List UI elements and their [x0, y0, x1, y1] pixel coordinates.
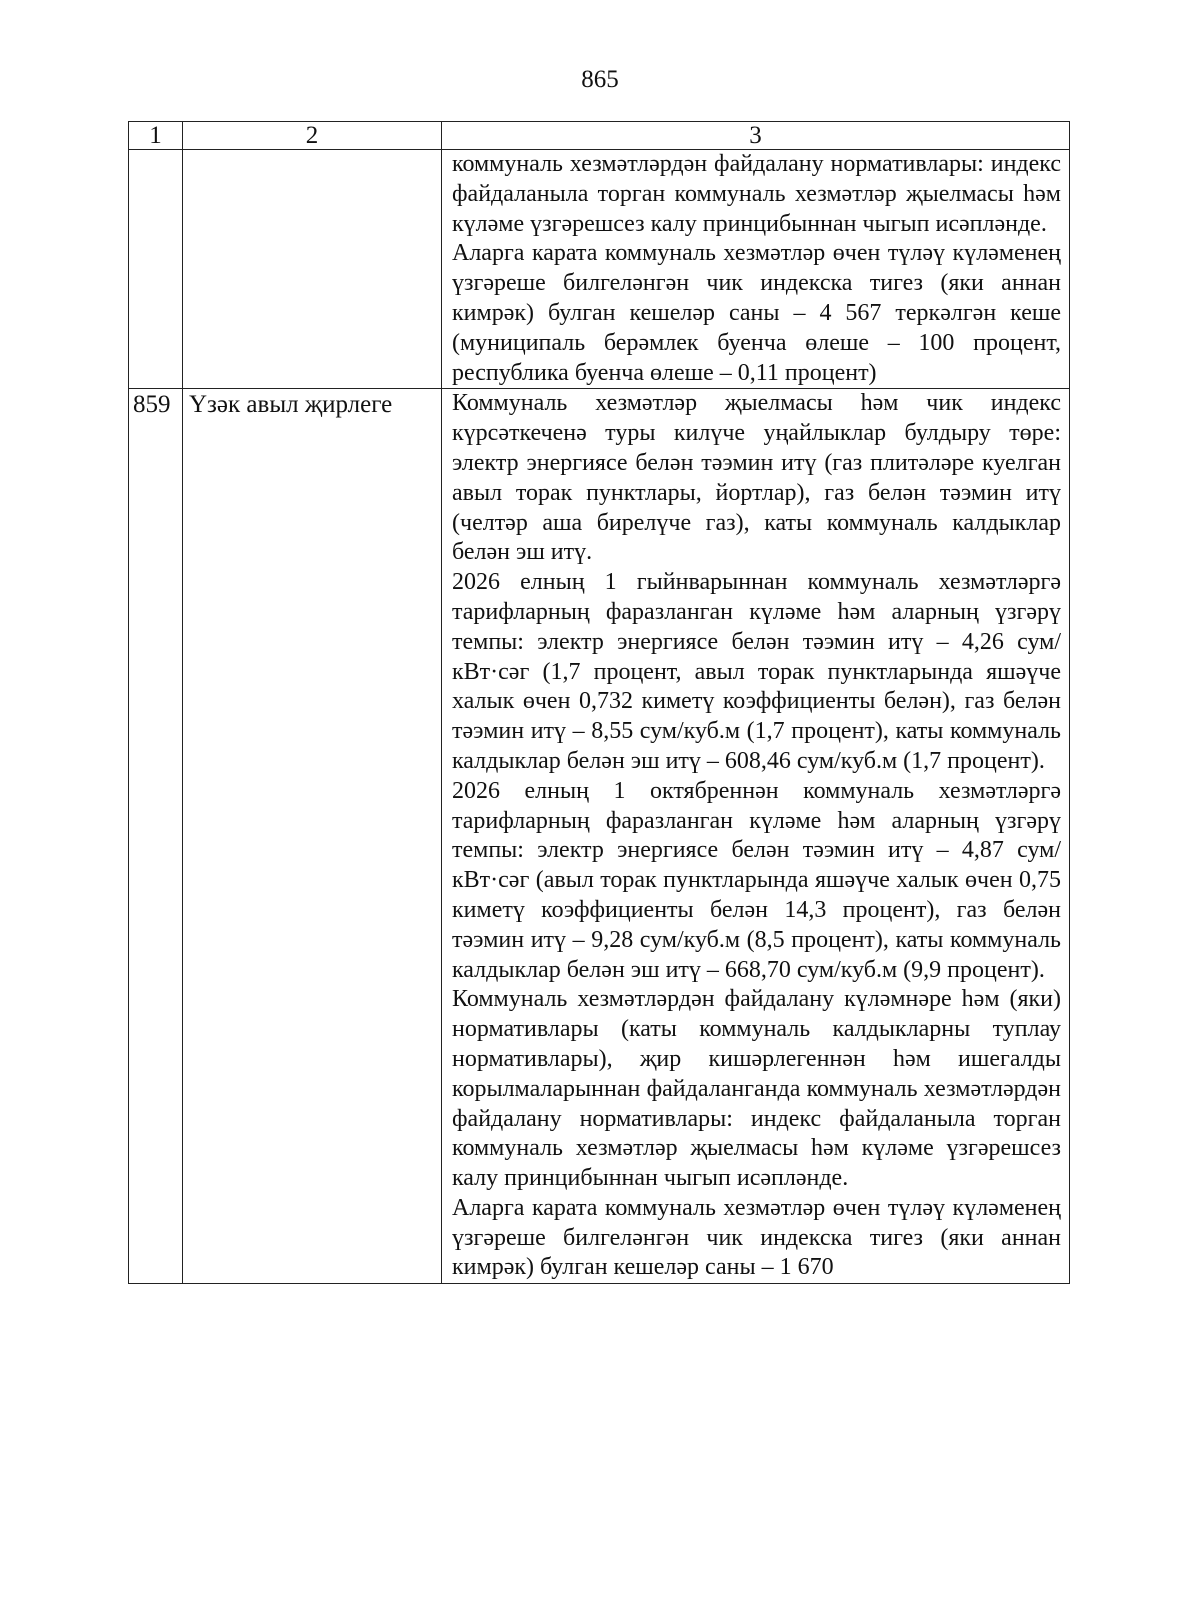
description-cell — [442, 389, 1070, 1284]
description-paragraph: 2026 елның 1 гыйнварыннан коммуналь хезмәтләргә тарифларның фаразланган күләме һәм аларның үзгәрү темпы: электр энергиясе белән тәэмин итү – 4,26 сум/кВт·сәг (1,7 процент, авыл торак пунктларында яшәүче халык өчен 0,732 киметү коэффициенты белән), газ белән тәэмин итү – 8,55 сум/куб.м (1,7 процент), каты коммуналь калдыклар белән эш итү – 608,46 сум/куб.м (1,7 процент). — [452, 569, 1061, 774]
column-header-1: 1 — [129, 122, 183, 150]
description-paragraph: Коммуналь хезмәтләрдән файдалану күләмнәре һәм (яки) нормативлары (каты коммуналь калдыкларны туплау нормативлары), җир кишәрлегеннән һәм ишегалды корылмаларыннан файдаланганда коммуналь хезмәтләрдән файдалану нормативлары: индекс файдаланыла торган коммуналь хезмәтләр җыелмасы һәм күләме үзгәрешсез калу принцибыннан чыгып исәпләнде. — [452, 986, 1061, 1192]
description-paragraph: Коммуналь хезмәтләр җыелмасы һәм чик индекс күрсәткеченә туры килүче уңайлыклар булдыру төре: электр энергиясе белән тәэмин итү (газ плитәләре куелган авыл торак пунктлары, йортлар), газ белән тәэмин итү (челтәр аша бирелүче газ), каты коммуналь калдыклар белән эш итү. — [452, 390, 1061, 566]
column-header-3: 3 — [442, 122, 1070, 150]
page-number: 865 — [581, 66, 619, 93]
description-paragraph: Аларга карата коммуналь хезмәтләр өчен түләү күләменең үзгәреше билгеләнгән чик индекска тигез (яки аннан кимрәк) булган кешеләр саны – 1 670 — [452, 1194, 1061, 1281]
table-header-row — [129, 122, 1070, 150]
table-row — [129, 150, 1070, 389]
description-paragraph: 2026 елның 1 октябреннән коммуналь хезмәтләргә тарифларның фаразланган күләме һәм аларның үзгәрү темпы: электр энергиясе белән тәэмин итү – 4,87 сум/кВт·сәг (авыл торак пунктларында яшәүче халык өчен 0,75 киметү коэффициенты белән 14,3 процент), газ белән тәэмин итү – 9,28 сум/куб.м (8,5 процент), каты коммуналь калдыклар белән эш итү – 668,70 сум/куб.м (9,9 процент). — [452, 777, 1061, 983]
table-row — [129, 389, 1070, 1284]
row-number-cell: 859 — [129, 389, 183, 1284]
description-paragraph: Аларга карата коммуналь хезмәтләр өчен түләү күләменең үзгәреше билгеләнгән чик индекска тигез (яки аннан кимрәк) булган кешеләр саны – 4 567 теркәлгән кеше (муниципаль берәмлек буенча өлеше – 100 процент, республика буенча өлеше – 0,11 процент) — [452, 240, 1061, 386]
column-header-2: 2 — [183, 122, 442, 150]
tariff-table — [128, 121, 1070, 1284]
description-cell — [442, 150, 1070, 389]
row-number-cell — [129, 150, 183, 389]
settlement-name-cell: Үзәк авыл җирлеге — [183, 389, 442, 1284]
settlement-name-cell — [183, 150, 442, 389]
description-paragraph: коммуналь хезмәтләрдән файдалану нормативлары: индекс файдаланыла торган коммуналь хезмәтләр җыелмасы һәм күләме үзгәрешсез калу принцибыннан чыгып исәпләнде. — [452, 151, 1061, 237]
